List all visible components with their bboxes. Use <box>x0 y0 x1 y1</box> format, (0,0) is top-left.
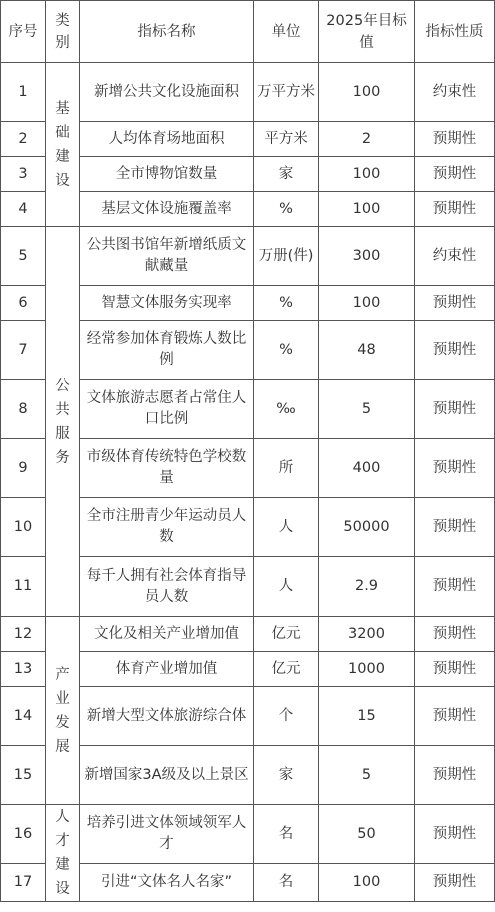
indicator-unit: 平方米 <box>254 122 319 157</box>
header-target: 2025年目标值 <box>319 1 415 63</box>
indicator-target: 15 <box>319 687 415 746</box>
row-number: 10 <box>1 498 46 557</box>
header-unit: 单位 <box>254 1 319 63</box>
indicator-unit: 个 <box>254 687 319 746</box>
row-number: 13 <box>1 652 46 687</box>
indicator-name: 体育产业增加值 <box>80 652 254 687</box>
indicator-name: 文化及相关产业增加值 <box>80 617 254 652</box>
row-number: 16 <box>1 805 46 864</box>
indicator-unit: 人 <box>254 557 319 617</box>
category-cell <box>46 63 80 227</box>
indicator-name: 文体旅游志愿者占常住人口比例 <box>80 380 254 439</box>
category-cell <box>46 617 80 805</box>
row-number: 11 <box>1 557 46 617</box>
indicator-target: 1000 <box>319 652 415 687</box>
indicator-nature: 预期性 <box>415 498 495 557</box>
indicator-nature: 预期性 <box>415 192 495 227</box>
table-row <box>1 805 495 864</box>
indicator-target: 400 <box>319 439 415 498</box>
category-label: 人才建设 <box>55 809 70 897</box>
indicator-nature: 约束性 <box>415 227 495 286</box>
indicator-nature: 预期性 <box>415 557 495 617</box>
category-cell <box>46 227 80 617</box>
indicator-unit: 亿元 <box>254 617 319 652</box>
indicator-nature: 预期性 <box>415 286 495 321</box>
indicator-target: 48 <box>319 321 415 380</box>
category-label: 基础建设 <box>55 100 70 189</box>
row-number: 7 <box>1 321 46 380</box>
category-label: 公共服务 <box>55 377 70 466</box>
row-number: 17 <box>1 864 46 902</box>
indicator-name: 公共图书馆年新增纸质文献藏量 <box>80 227 254 286</box>
indicator-nature: 预期性 <box>415 652 495 687</box>
indicator-target: 5 <box>319 746 415 805</box>
indicator-target: 100 <box>319 864 415 902</box>
row-number: 14 <box>1 687 46 746</box>
indicator-name: 市级体育传统特色学校数量 <box>80 439 254 498</box>
indicator-target: 2.9 <box>319 557 415 617</box>
table-row <box>1 63 495 122</box>
indicator-nature: 约束性 <box>415 63 495 122</box>
category-cell <box>46 805 80 902</box>
indicator-nature: 预期性 <box>415 439 495 498</box>
category-label: 产业发展 <box>55 666 70 755</box>
indicator-target: 100 <box>319 192 415 227</box>
row-number: 15 <box>1 746 46 805</box>
row-number: 3 <box>1 157 46 192</box>
indicator-nature: 预期性 <box>415 380 495 439</box>
indicator-nature: 预期性 <box>415 321 495 380</box>
indicator-unit: 所 <box>254 439 319 498</box>
indicator-target: 300 <box>319 227 415 286</box>
header-name: 指标名称 <box>80 1 254 63</box>
indicator-nature: 预期性 <box>415 746 495 805</box>
indicator-name: 智慧文体服务实现率 <box>80 286 254 321</box>
indicator-target: 50 <box>319 805 415 864</box>
indicator-target: 100 <box>319 157 415 192</box>
indicator-unit: % <box>254 192 319 227</box>
indicator-nature: 预期性 <box>415 157 495 192</box>
header-category: 类别 <box>46 1 80 63</box>
indicator-name: 新增国家3A级及以上景区 <box>80 746 254 805</box>
indicator-nature: 预期性 <box>415 864 495 902</box>
table-row <box>1 227 495 286</box>
indicator-name: 全市博物馆数量 <box>80 157 254 192</box>
indicator-target: 2 <box>319 122 415 157</box>
indicator-unit: % <box>254 286 319 321</box>
indicator-nature: 预期性 <box>415 805 495 864</box>
indicator-target: 100 <box>319 286 415 321</box>
indicator-unit: 亿元 <box>254 652 319 687</box>
indicator-unit: 人 <box>254 498 319 557</box>
indicator-nature: 预期性 <box>415 122 495 157</box>
indicator-unit: 名 <box>254 805 319 864</box>
indicator-unit: 万册(件) <box>254 227 319 286</box>
indicator-name: 新增公共文化设施面积 <box>80 63 254 122</box>
indicator-unit: 家 <box>254 157 319 192</box>
indicator-name: 基层文体设施覆盖率 <box>80 192 254 227</box>
header-nature: 指标性质 <box>415 1 495 63</box>
row-number: 12 <box>1 617 46 652</box>
indicator-nature: 预期性 <box>415 687 495 746</box>
header-seq: 序号 <box>1 1 46 63</box>
indicator-unit: 家 <box>254 746 319 805</box>
indicator-name: 每千人拥有社会体育指导员人数 <box>80 557 254 617</box>
indicator-name: 经常参加体育锻炼人数比例 <box>80 321 254 380</box>
row-number: 4 <box>1 192 46 227</box>
indicator-name: 全市注册青少年运动员人数 <box>80 498 254 557</box>
indicator-name: 引进“文体名人名家” <box>80 864 254 902</box>
indicator-name: 人均体育场地面积 <box>80 122 254 157</box>
indicator-nature: 预期性 <box>415 617 495 652</box>
indicator-unit: 名 <box>254 864 319 902</box>
indicator-target: 100 <box>319 63 415 122</box>
row-number: 5 <box>1 227 46 286</box>
indicator-target: 50000 <box>319 498 415 557</box>
indicator-target: 5 <box>319 380 415 439</box>
indicator-name: 培养引进文体领域领军人才 <box>80 805 254 864</box>
indicator-unit: 万平方米 <box>254 63 319 122</box>
row-number: 6 <box>1 286 46 321</box>
indicator-unit: % <box>254 321 319 380</box>
table-row <box>1 617 495 652</box>
indicator-name: 新增大型文体旅游综合体 <box>80 687 254 746</box>
row-number: 2 <box>1 122 46 157</box>
row-number: 8 <box>1 380 46 439</box>
row-number: 1 <box>1 63 46 122</box>
row-number: 9 <box>1 439 46 498</box>
indicator-unit: ‰ <box>254 380 319 439</box>
header-row <box>1 1 495 63</box>
indicator-target: 3200 <box>319 617 415 652</box>
